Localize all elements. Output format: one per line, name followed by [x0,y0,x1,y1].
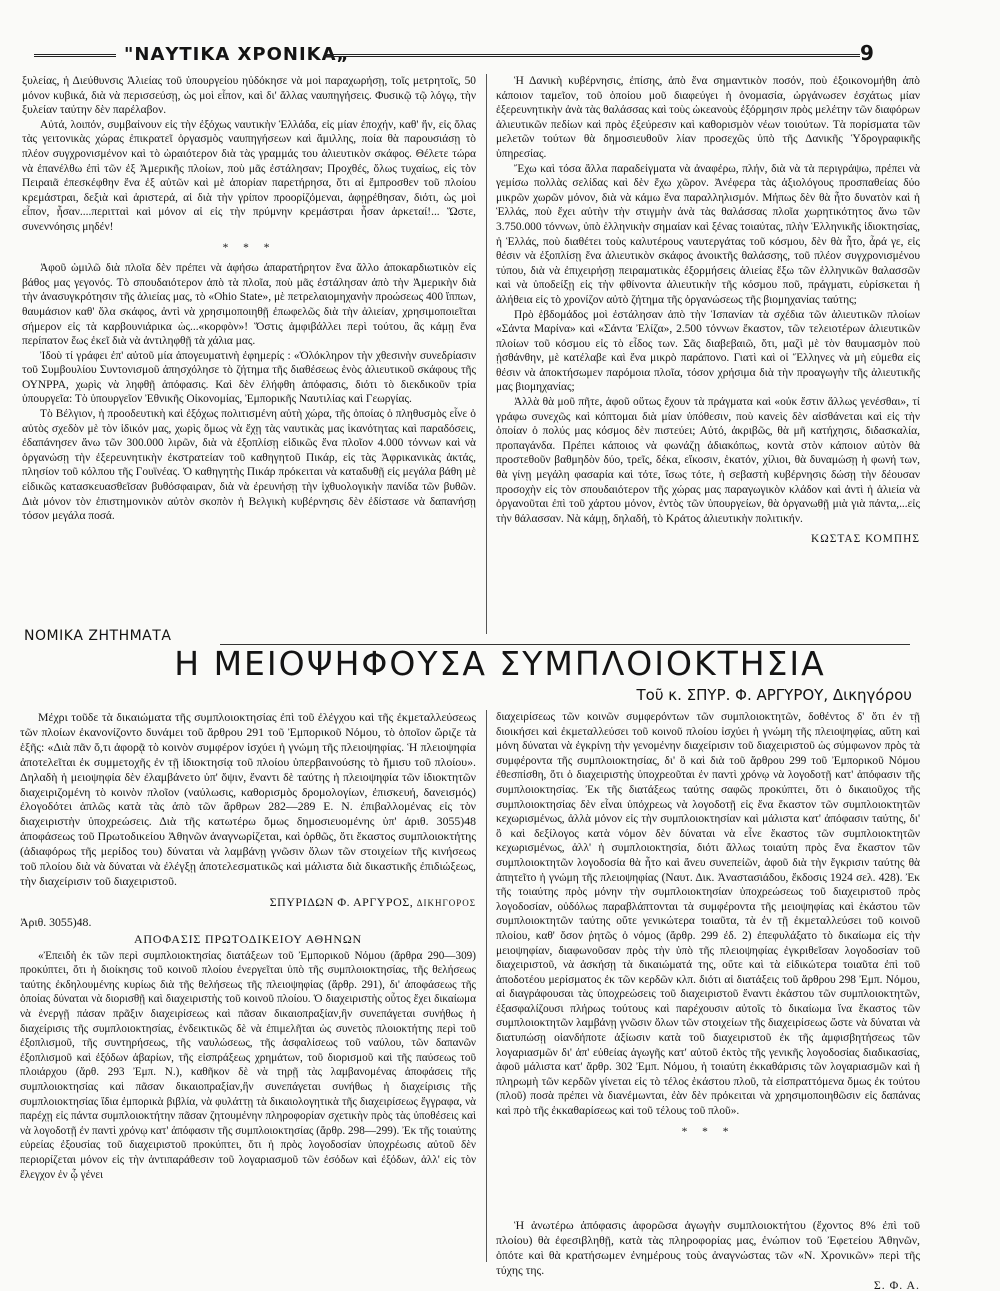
paragraph: Ἔχω καὶ τόσα ἄλλα παραδείγματα νὰ ἀναφέρω, πλήν, διὰ νὰ τὰ περιγράψω, πρέπει νὰ γεμίσω πολλὰς σελίδας καὶ δὲν ἔχω χῶρον. Ἀνέφερα τὰς ἀξιολόγους προσπαθείας δύο μικρῶν χωρῶν μόνον, διὰ νὰ κάμω ἕνα παραλληλισμόν. Μήπως δὲν θὰ ἦτο δυνατὸν καὶ ἡ Ἑλλάς, ποὺ ἔχει αὐτὴν τὴν στιγμὴν ἀνὰ τὰς θαλάσσας πλοῖα χωρητικότητος ἄνω τῶν 3.750.000 τόννων, ὑπὸ ἑλληνικὴν σημαίαν καὶ ξένας τοιαύτας, πλὴν Ἑλληνικῆς ἰδιοκτησίας, ἡ Ἑλλάς, ποὺ διαθέτει τοὺς καλυτέρους ναυτεργάτας τοῦ κόσμου, δὲν θὰ ἦτο, ἆρά γε, εἰς θέσιν νὰ ἐξοπλίσῃ ἕνα ἁλιευτικὸν σκάφος ἀνοικτῆς θαλάσσης, τοῦ πλέον συγχρονισμένου τύπου, διὰ νὰ ἐπιχειρήσῃ πειραματικὰς ἐξορμήσεις ἁλιείας ἔξω τῶν ἑλληνικῶν θαλασσῶν καὶ νὰ ὑποδείξῃ εἰς τὴν φθίνοντα ἁλιευτικὴν τῆς κόσμου ποῦ, πράγματι, εὑρίσκεται ἡ ἀλήθεια εἰς τὸ χρονίζον αὐτὸ ζήτημα τῆς ὀργανώσεως τῆς βιομηχανίας ταύτης; [496,162,920,306]
paragraph: ξυλείας, ἡ Διεύθυνσις Ἁλιείας τοῦ ὑπουργείου ηὐδόκησε νὰ μοὶ παραχωρήσῃ, τοῖς μετρητοῖς, 50 μόνον κυβικά, διὰ νὰ περισσεύσῃ, ὡς μοὶ εἶπον, καὶ δι' ἄλλας ναυπηγήσεις. Φυσικῷ τῷ λόγῳ, τὴν ξυλείαν ταύτην δὲν παρέλαβον. [22,75,476,117]
paragraph: Ἡ Δανικὴ κυβέρνησις, ἐπίσης, ἀπὸ ἕνα σημαντικὸν ποσόν, ποὺ ἐξοικονομήθη ἀπὸ κάποιον ταμεῖον, τοῦ ὁποίου μοῦ διαφεύγει ἡ ὀνομασία, ὠργάνωσεν ἐσχάτως μίαν ἐξερευνητικὴν ἀνὰ τὰς θαλάσσας καὶ τοὺς ὠκεανοὺς ἐξόρμησιν πρὸς μελέτην τῶν διαφόρων ἁλιευτικῶν πεδίων καὶ πρὸς ἐξεύρεσιν καὶ καθορισμὸν νέων τοιούτων. Τὰ πορίσματα τῶν μελετῶν τούτων θὰ δημοσιευθοῦν λίαν προσεχῶς ὑπὸ τῆς Δανικῆς Ὑδρογραφικῆς ὑπηρεσίας. [496,75,920,160]
article-headline: Η ΜΕΙΟΨΗΦΟΥΣΑ ΣΥΜΠΛΟΙΟΚΤΗΣΙΑ [174,644,826,683]
paragraph: Ἀφοῦ ὡμιλῶ διὰ πλοῖα δὲν πρέπει νὰ ἀφήσω ἀπαρατήρητον ἕνα ἄλλο ἀποκαρδιωτικὸν εἰς βάθος μας γεγονός. Τὸ σπουδαιότερον ἀπὸ τὰ πλοῖα, ποὺ μᾶς ἐστάλησαν ἀπὸ τὴν Ἀμερικὴν διὰ τὴν ἀνασυγκρότησιν τῆς ἁλιείας μας, τὸ «Ohio State», μὲ πετρελαιομηχανὴν προώσεως 400 ἵππων, θαυμάσιον καθ' ὅλα σκάφος, ἀντὶ νὰ χρησιμοποιηθῇ ἐπωφελῶς διὰ τὴν ἁλιείαν, χρησιμοποιεῖται σήμερον εἰς τὰ καρβουνιάρικα ὡς...«κορφὸν»! Ὅστις ἀμφιβάλλει περὶ τούτου, ἂς κάμῃ ἕνα περίπατον ἕως ἐκεῖ διὰ νὰ ἀντιληφθῇ τὰ χάλια μας. [22,262,476,348]
paragraph: Αὐτά, λοιπόν, συμβαίνουν εἰς τὴν ἐξόχως ναυτικὴν Ἑλλάδα, εἰς μίαν ἐποχήν, καθ' ἥν, εἰς ὅλας τὰς γειτονικὰς χώρας ἐπικρατεῖ ὀργασμὸς ναυπηγήσεων καὶ ἅμιλλης, ποία θὰ παρουσιάσῃ τὸ πλέον συγχρονισμένον καὶ τὸ ὡραιότερον διὰ τὰς γραμμάς του ἁλιευτικὸν σκάφος. Θέλετε τώρα νὰ ἐπανέλθω ἐπὶ τῶν ἐξ Ἀμερικῆς πλοίων, ποὺ μᾶς ἐστάλησαν; Προχθές, ὅλως τυχαίως, εἰς τὸν Πειραιᾶ ἐπεσκέφθην ἕνα ἐξ αὐτῶν καὶ μὲ ἀπορίαν παρετήρησα, ὅτι αἱ ἔμπροσθεν τοῦ πλοίου κρεμάστραι, δεξιὰ καὶ ἀριστερά, αἱ διὰ τὴν γρίπον προορίζόμεναι, ἀφῃρέθησαν, διότι, ὡς μοὶ εἶπον, ἦσαν....περιτταὶ καὶ μόνον αἱ εἰς τὴν πρύμνην κρεμάστραι ἦσαν ἀρκεταί!... Ὥστε, συνεννόησις μηδέν! [22,118,476,233]
legal-article-column-2 [496,710,920,1145]
intro-paragraph: Μέχρι τοῦδε τὰ δικαιώματα τῆς συμπλοιοκτησίας ἐπὶ τοῦ ἐλέγχου καὶ τῆς ἐκμεταλλεύσεως τῶν πλοίων ἐκανονίζοντο δυνάμει τοῦ ἄρθρου 291 τοῦ Ἐμπορικοῦ Νόμου, τὸ ὁποῖον ὥριζε τὰ ἑξῆς: «Διὰ πᾶν ὅ,τι ἀφορᾷ τὸ κοινὸν συμφέρον ἰσχύει ἡ γνώμη τῆς πλειοψηφίας. Ἡ πλειοψηφία ἀποτελεῖται ἐκ συμμετοχῆς ἐν τῇ ἰδιοκτησίᾳ τοῦ πλοίου ὑπερβαινούσης τὸ ἥμισυ τοῦ πλοίου». Δηλαδὴ ἡ μειοψηφία δὲν ἐλαμβάνετο ὑπ' ὄψιν, ἔναντι δὲ ταύτης ἡ πλειοψηφία τῶν ἰδιοκτητῶν διαχειριζομένη τὸ κοινὸν πλοῖον (ναύλωσις, καθορισμὸς δρομολογίων, ἐπισκευή, δανεισμός) ἐλογοδότει ἁπλῶς κατὰ τὰς ἀπὸ τῶν ἄρθρων 282—289 Ε. Ν. ἐπιβαλλομένας εἰς τὸν διαχειριστὴν ὑποχρεώσεις. Διὰ τῆς κατωτέρω ὅμως δημοσιευομένης ὑπ' ἀριθ. 3055)48 ἀποφάσεως τοῦ Πρωτοδικείου Ἀθηνῶν ἀναγνωρίζεται, καὶ ὀρθῶς, ὅτι ἕκαστος συμπλοιοκτήτης (ἀδιαφόρως τῆς μερίδος του) δύναται νὰ λαμβάνῃ γνῶσιν ὅλων τῶν στοιχείων τῆς κινήσεως τοῦ πλοίου διὰ νὰ δύναται νὰ ἐλέγξῃ ἀποτελεσματικῶς καὶ μάλιστα διὰ δικαστικῆς ἐπιδιώξεως, τὴν διαχείρισιν τοῦ διαχειριστοῦ. [20,710,476,888]
article-byline: Τοῦ κ. ΣΠΥΡ. Φ. ΑΡΓΥΡΟΥ, Δικηγόρου [636,686,912,704]
author-role: ΔΙΚΗΓΟΡΟΣ [416,897,476,908]
decision-number: Ἀριθ. 3055)48. [20,914,92,929]
paragraph: Τὸ Βέλγιον, ἡ προοδευτικὴ καὶ ἐξόχως πολιτισμένη αὐτὴ χώρα, τῆς ὁποίας ὁ πληθυσμὸς εἶνε ὁ αὐτὸς σχεδὸν μὲ τὸν ἰδικόν μας, χωρὶς ὅμως νὰ ἔχῃ τὰς ναυτικὰς μας ἱκανότητας καὶ παραδόσεις, ἐδαπάνησεν ἄνω τῶν 300.000 λιρῶν, διὰ νὰ ἐξοπλίσῃ εἰδικῶς ἕνα πλοῖον 4.000 τόννων καὶ νὰ ὀργανώσῃ τὴν ἐξερευνητικὴν ἐκστρατείαν τοῦ καθηγητοῦ Πικάρ, εἰς τὰς Ἀφρικανικὰς ἀκτάς, πλησίον τοῦ κόλπου τῆς Γουϊνέας. Ὁ καθηγητὴς Πικάρ πρόκειται νὰ καταδυθῇ εἰς μεγάλα βάθη μὲ εἰδικῶς κατασκευασθεῖσαν βυθόσφαιραν, διὰ νὰ ἐρευνήσῃ τὴν ἰχθυολογικὴν πανίδα τῶν βυθῶν. Διὰ μόνον τὸν ἐπιστημονικὸν αὐτὸν σκοπὸν ἡ Βελγικὴ κυβέρνησις δὲν ἐδίστασε νὰ δαπανήσῃ τόσον μεγάλα ποσά. [22,408,476,523]
decision-text-continued: διαχειρίσεως τῶν κοινῶν συμφερόντων τῶν συμπλοιοκτητῶν, δοθέντος δ' ὅτι ἐν τῇ διοικήσει καὶ ἐκμεταλλεύσει τοῦ κοινοῦ πλοίου ἰσχύει ἡ γνώμη τῆς πλειοψηφίας, αὕτη καὶ μόνη δύναται νὰ ἐγκρίνῃ τὴν γενομένην διαχείρισιν τοῦ διαχειριστοῦ ὡς σύμφωνον πρὸς τὰ συμφέροντα τῆς συμπλοιοκτησίας, δι' ὃ καὶ διὰ τοῦ ἄρθρου 299 τοῦ Ἐμπορικοῦ Νόμου ἐθεσπίσθη, ὅτι ὁ διαχειριστὴς ὑποχρεοῦται ἐν παντὶ χρόνῳ νὰ λογοδοτῇ κατ' ἀπόφασιν τῆς συμπλοιοκτησίας. Ἐκ τῆς διατάξεως ταύτης σαφῶς προκύπτει, ὅτι ὁ δικαιοῦχος τῆς συμπλοιοκτησίας δὲν εἶναι ὑπόχρεως νὰ λογοδοτῇ εἰς ἕνα ἕκαστον τῶν συμπλοιοκτητῶν κεχωρισμένως, ἀλλὰ μόνον εἰς τὴν συμπλοιοκτησίαν καὶ μάλιστα κατ' ἀπόφασιν ταύτης, δι' ὃ καὶ δεξίλογος κατὰ νόμον δὲν δύναται νὰ εἶνε ἕκαστος τῶν συμπλοιοκτητῶν κεχωρισμένως, ἀλλ' ἡ συμπλοιοκτησία, διότι ἄλλως τοιαύτη πρὸς ἕνα ἕκαστον τῶν συμπλοιοκτητῶν λογοδοσία θὰ ἦτο καὶ ἄνευ συνεπείῶν, ἀφοῦ διὰ τὴν ἔγκρισιν ταύτης θὰ ἀπητεῖτο ἡ γνώμη τῆς πλειοψηφίας (Ναυτ. Δικ. Ἀναστασιάδου, ἔκδοσις 1924 σελ. 428). Ἐκ τῆς τοιαύτης πρὸς μόνην τὴν συμπλοιοκτησίαν ὑποχρεώσεως τοῦ διαχειριστοῦ πρὸς λογοδοσίαν, οὐδόλως παραβλάπτονται τὰ συμφέροντα τῆς μειοψηφίας καὶ ἑκάστου τῶν συμπλοιοκτητῶν ταύτης οὔτε γενικώτερα τοιαῦτα, τὰ ἐν τῇ ἐκμεταλλεύσει τοῦ κοινοῦ πλοίου, καθ' ὅσον ῥητῶς ὁ νόμος (ἄρθρ. 299 ἐδ. 2) ἐπεφυλάξατο τὸ δικαίωμα εἰς τὴν μειοψηφίαν, διαφωνοῦσαν πρὸς τὴν ὑπὸ τῆς πλειοψηφίας ἐγκριθεῖσαν λογοδοσίαν τοῦ διαχειριστοῦ, νὰ ἀσκήσῃ τὰ δικαιώματά της, οὔτε καὶ τὰ εἰδικώτερα τοιαῦτα ἐπὶ τοῦ ἀποδοτέου μερίσματος ἐκ τῶν κερδῶν κλπ. διότι αἱ διατάξεις τοῦ ἄρθρου 298 Ἐμπ. Νόμου, αἱ διαγράφουσαι τὰς ὑποχρεώσεις τοῦ διαχειριστοῦ ἔναντι ἑκάστου τῶν συμπλοιοκτητῶν, ἐξασφαλίζουσι πλήρως τούτους καὶ παρέχουσιν αὐτοῖς τὸ δικαίωμα ἵνα ἕκαστος τῶν συμπλοιοκτητῶν λαμβάνῃ γνῶσιν ὅλων τῶν στοιχείων τῆς διαχειρίσεως ὥστε νὰ δύναται νὰ διατυπώσῃ οἰανδήποτε ἀξίωσιν κατὰ τοῦ διαχειριστοῦ ἐκ τῆς ἀμφισβητήσεως τῶν λογαριασμῶν δι' ἀπ' εὐθείας ἀγωγῆς κατ' αὐτοῦ ἐκτὸς τῆς γενικῆς λογοδοσίας διαδικασίας, ἀφοῦ μάλιστα κατ' ἄρθρ. 302 Ἐμπ. Νόμου, ἡ τοιαύτη ἐκκαθάρισις τῶν λογαριασμῶν καὶ ἡ πληρωμὴ τῶν κερδῶν γίνεται εἰς τὸ τέλος ἑκάστου πλοῦ, τὰ εἰσπραττόμενα ὅμως ἐκ τούτου (πλοῦ) ποσὰ πρέπει νὰ διανέμωνται, ἐὰν δὲν πρόκειται νὰ χρησιμοποιηθῶσιν εἰς δαπάνας καὶ πρὸ τῆς ἐκκαθαρίσεως καὶ τοῦ τέλους τοῦ πλοῦ». [496,711,920,1118]
article-column-1 [22,74,476,524]
paragraph: Πρὸ ἑβδομάδος μοὶ ἐστάλησαν ἀπὸ τὴν Ἱσπανίαν τὰ σχέδια τῶν ἁλιευτικῶν πλοίων «Σάντα Μαρίνα» καὶ «Σάντα Ἐλίζα», 2.500 τόννων ἕκαστον, τῶν τελειοτέρων ἁλιευτικῶν πλοίων τοῦ κόσμου εἰς τὸ εἶδος των. Σᾶς διαβεβαιῶ, ὅτι, μαζὶ μὲ τὸν θαυμασμὸν ποὺ ᾐσθάνθην, μὲ κατέλαβε καὶ ἕνα μικρὸ παράπονο. Γιατὶ καὶ οἱ Ἕλληνες νὰ μὴ εὑμεθα εἰς θέσιν νὰ ἀποκτήσωμεν παρόμοια πλοῖα, τόσον χρήσιμα διὰ τὴν προαγωγὴν τῆς ἁλιευτικῆς μας βιομηχανίας; [496,308,920,394]
header-rule-left [34,54,116,57]
editor-note [496,1218,920,1293]
article-column-2 [496,74,920,547]
author-signature: ΚΩΣΤΑΣ ΚΟΜΠΗΣ [811,533,920,546]
page-number: 9 [860,41,874,65]
column-divider-bottom [486,710,487,1262]
author-signline [20,895,476,911]
note-initials: Σ. Φ. Α. [873,1277,920,1292]
paragraph: Ἰδοὺ τί γράφει ἐπ' αὐτοῦ μία ἀπογευματινὴ ἐφημερίς : «Ὁλόκληρον τὴν χθεσινὴν συνεδρίασιν τοῦ Συμβουλίου Συντονισμοῦ ἀπησχόλησε τὸ ζήτημα τῆς διαθέσεως ἑνὸς ἁλιευτικοῦ σκάφους τῆς ΟΥΝΡΡΑ, χωρὶς νὰ ληφθῇ ἀπόφασις. Καὶ δὲν ἐλήφθη ἀπόφασις, διότι τὸ διεκδικοῦν τρία ὑπουργεῖα: Τὸ ὑπουργεῖον Ἐθνικῆς Οἰκονομίας, Ἐμπορικῆς Ναυτιλίας καὶ Γεωργίας. [22,349,476,406]
paragraph: Ἀλλὰ θὰ μοῦ πῆτε, ἀφοῦ οὕτως ἔχουν τὰ πράγματα καὶ «οὐκ ἔστιν ἄλλως γενέσθαι», τί γράφω συνεχῶς καὶ κόπτομαι διὰ μίαν ὑπόθεσιν, ποὺ κανεὶς δὲν αἰσθάνεται καὶ εἰς τὴν ὁποίαν ὁ πολύς μας κόσμος δὲν πιστεύει; Αὐτό, ἀκριβῶς, θὰ μῆ κατήχησις, διδασκαλία, προπαγάνδα. Πρέπει κάποιος νὰ φωνάζῃ ἀδιακόπως, κοντὰ στὸν κάποιον αὐτὸν θὰ προστεθοῦν βαθμηδὸν δύο, τρεῖς, δέκα, εἴκοσιν, ἑκατόν, χίλιοι, θὰ δυναμώσῃ ἡ φωνή των, θὰ γίνῃ μεγάλη φασαρία καὶ τότε, ἴσως τότε, ἡ σεβαστὴ κυβέρνησις δώσῃ τὴν δέουσαν προσοχὴν εἰς τὸν σπουδαιότερον τῆς χώρας μας παραγωγικὸν κλάδον καὶ ἀντὶ ἡ ἁλιεία νὰ ὀργανοῦται ἐπὶ τοῦ χάρτου μόνον, ἐντὸς τῶν ὑπουργείων, θὰ ὀργανωθῇ μιὰ γιὰ πάντα,...εἰς τὴν θάλασσαν. Νὰ κάμῃ, δηλαδή, τὸ Κράτος ἁλιευτικὴν πολιτικήν. [496,396,920,525]
header-rule-right [324,54,860,57]
column-divider-top [486,74,487,634]
decision-heading: ΑΠΟΦΑΣΙΣ ΠΡΩΤΟΔΙΚΕΙΟΥ ΑΘΗΝΩΝ [133,931,363,946]
note-paragraph: Ἡ ἀνωτέρω ἀπόφασις ἀφορῶσα ἀγωγὴν συμπλοιοκτήτου (ἔχοντος 8% ἐπὶ τοῦ πλοίου) θὰ ἐφεσιβληθῇ, κατὰ τὰς πληροφορίας μας, ἐνώπιον τοῦ Ἐφετείου Ἀθηνῶν, ὁπότε καὶ θὰ κρατήσωμεν ἐνημέρους τοὺς ἀναγνώστας τῶν «Ν. Χρονικῶν» περὶ τῆς τύχης της. [496,1218,920,1277]
section-separator: * * * [681,1125,735,1138]
author-name: ΣΠΥΡΙΔΩΝ Φ. ΑΡΓΥΡΟΣ, [269,894,414,909]
publication-title: "ΝΑΥΤΙΚΑ ΧΡΟΝΙΚΑ„ [124,44,350,65]
section-label: ΝΟΜΙΚΑ ΖΗΤΗΜΑΤΑ [24,628,172,644]
decision-text: «Ἐπειδὴ ἐκ τῶν περὶ συμπλοιοκτησίας διατάξεων τοῦ Ἐμπορικοῦ Νόμου (ἄρθρα 290—309) προκύπτει, ὅτι ἡ διοίκησις τοῦ κοινοῦ πλοίου ἐνεργεῖται ὑπὸ τῆς συμπλοιοκτησίας, τῆς θελήσεως ταύτης ἐκδηλουμένης κυρίως διὰ τῆς θελήσεως τῆς πλειοψηφίας (ἄρθρ. 291), δι' ἀποφάσεως τῆς ὁποίας δύναται νὰ διορισθῇ καὶ διαχειριστὴς τοῦ κοινοῦ πλοίου. Ὁ διαχειριστὴς οὗτος ἔχει δικαίωμα νὰ ἐνεργῇ πάσαν πρᾶξιν διαχειρίσεως καὶ πᾶσαν δικαιοπραξίαν,ἣν συνεπάγεται συνήθως ἡ διαχείρισις τῆς συμπλοιοκτησίας, ἐνδεικτικῶς δὲ νὰ ἐπιμελῆται ὡς συνετὸς πλοιοκτήτης περὶ τοῦ ἐξοπλισμοῦ, τῆς συντηρήσεως, τῆς ναυλώσεως, τῆς ἀσφαλίσεως τοῦ ναύλου, τῶν δαπανῶν ἐξοπλισμοῦ καὶ ἐξόδων ἀβαρίων, τῆς εἰσπράξεως χρημάτων, τοῦ διορισμοῦ καὶ τῆς παύσεως τοῦ πλοιάρχου (ἄρθ. 293 Ἐμπ. Ν.), καθῆκον δὲ νὰ τηρῇ τὰς λαμβανομένας ἀποφάσεις τῆς συμπλοιοκτησίας καὶ πᾶσαν δικαιοπραξίαν,ἣν συνεπάγεται συνήθως ἡ διαχείρισις τῆς συμπλοιοκτησίας ἴδια ἐμπορικὰ βιβλία, νὰ φυλάττῃ τὰ δικαιολογητικὰ τῆς διαχειρίσεως ἔγγραφα, νὰ παρέχῃ εἰς πάντα συμπλοιοκτήτην πᾶσαν ζητουμένην πληροφορίαν σχετικὴν πρὸς τὰς ὑποθέσεις καὶ νὰ λογοδοτῇ ἐν παντὶ χρόνῳ κατ' ἀπόφασιν τῆς συμπλοιοκτησίας (ἄρθρ. 298—299). Ἐκ τῆς τοιαύτης εὐρείας ἐξουσίας τοῦ διαχειριστοῦ προκύπτει, ὅτι ἡ πρὸς λογοδοσίαν ὑποχρέωσις αὐτοῦ δὲν περιορίζεται μόνον εἰς τὴν ἀντιπαράθεσιν τοῦ λογαριασμοῦ τῶν ἐσόδων καὶ ἐξόδων, ἀλλ' εἰς τὸν ἔλεγχον ἐν ᾧ γένει [20,949,476,1181]
page-header [34,41,874,66]
legal-article-column-1 [20,710,476,1182]
section-separator: * * * [222,241,276,254]
